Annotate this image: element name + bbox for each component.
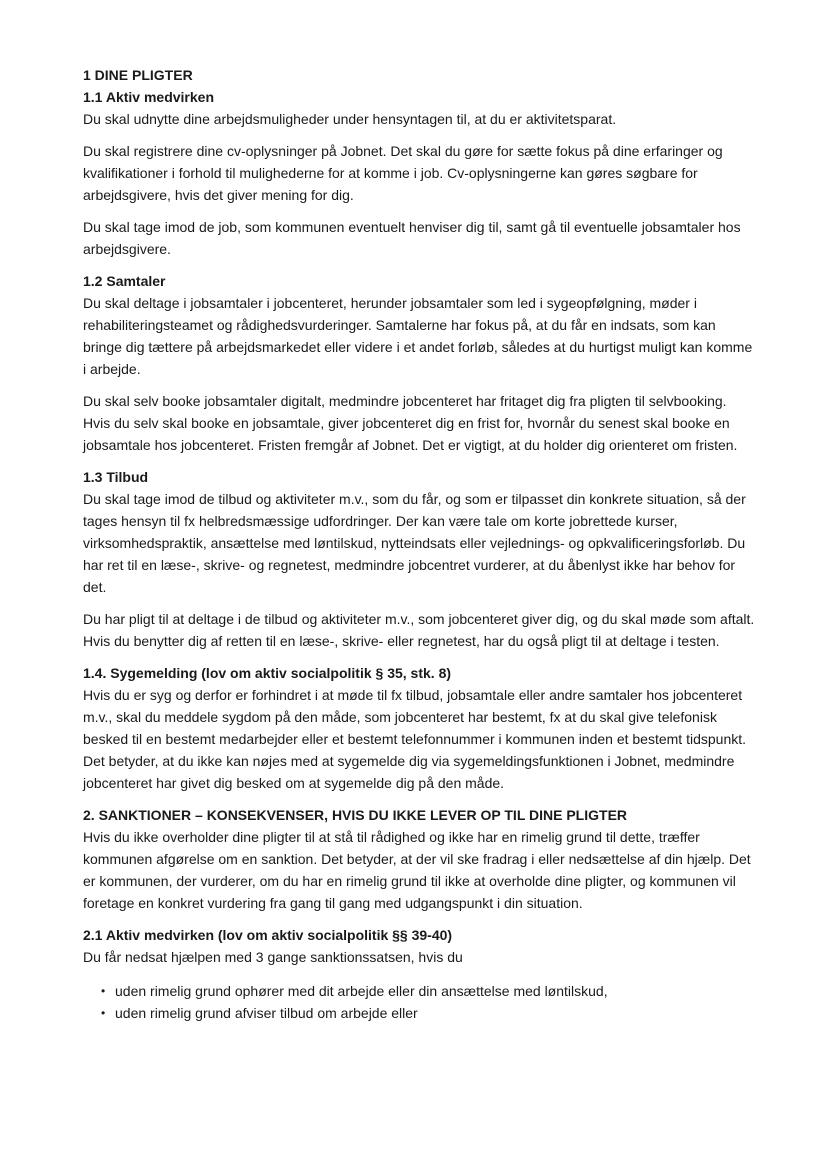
paragraph: Hvis du ikke overholder dine pligter til at stå til rådighed og ikke har en rimelig grund til dette, træffer kommunen afgørelse om en sanktion. Det betyder, at der vil ske fradrag i eller nedsættelse af din hjælp. Det er kommunen, der vurderer, om du har en rimelig grund til ikke at overholde dine pligter, og kommunen vil foretage en konkret vurdering fra gang til gang med udgangspunkt i din situation. bbox=[83, 829, 751, 911]
paragraph: Hvis du er syg og derfor er forhindret i at møde til fx tilbud, jobsamtale eller andre samtaler hos jobcenteret m.v., skal du meddele sygdom på den måde, som jobcenteret har bestemt, fx at du skal give telefonisk besked til en bestemt medarbejder eller et bestemt telefonnummer i kommunen inden et bestemt tidspunkt. Det betyder, at du ikke kan nøjes med at sygemelde dig via sygemeldingsfunktionen i Jobnet, medmindre jobcenteret har givet dig besked om at sygemelde dig på den måde. bbox=[83, 687, 747, 791]
section-heading: 1.3 Tilbud bbox=[83, 469, 149, 485]
section-heading: 1.4. Sygemelding (lov om aktiv socialpolitik § 35, stk. 8) bbox=[83, 665, 452, 681]
bullet-item: • uden rimelig grund ophører med dit arbejde eller din ansættelse med løntilskud, bbox=[101, 980, 756, 1002]
section-heading: 2.1 Aktiv medvirken (lov om aktiv socialpolitik §§ 39-40) bbox=[83, 927, 453, 943]
paragraph: Du har pligt til at deltage i de tilbud og aktiviteter m.v., som jobcenteret giver dig, og du skal møde som aftalt. Hvis du benytter dig af retten til en læse-, skrive- eller regnetest, har du også pligt til at deltage i testen. bbox=[83, 611, 755, 649]
paragraph: Du skal registrere dine cv-oplysninger på Jobnet. Det skal du gøre for sætte fokus på dine erfaringer og kvalifikationer i forhold til mulighederne for at komme i job. Cv-oplysningerne kan gøres søgbare for arbejdsgivere, hvis det giver mening for dig. bbox=[83, 143, 723, 203]
paragraph: Du skal tage imod de tilbud og aktiviteter m.v., som du får, og som er tilpasset din konkrete situation, så der tages hensyn til fx helbredsmæssige udfordringer. Der kan være tale om korte jobrettede kurser, virksomhedspraktik, ansættelse med løntilskud, nytteindsats eller vejlednings- og opkvalificeringsforløb. Du har ret til en læse-, skrive- og regnetest, medmindre jobcentret vurderer, at du åbenlyst ikke har behov for det. bbox=[83, 491, 746, 595]
bullet-item: • uden rimelig grund afviser tilbud om arbejde eller bbox=[101, 1002, 756, 1024]
section-heading: 2. SANKTIONER – KONSEKVENSER, HVIS DU IKKE LEVER OP TIL DINE PLIGTER bbox=[83, 807, 628, 823]
bullet-list bbox=[83, 980, 756, 1024]
paragraph: Du skal tage imod de job, som kommunen eventuelt henviser dig til, samt gå til eventuelle jobsamtaler hos arbejdsgivere. bbox=[83, 219, 741, 257]
paragraph: Du skal udnytte dine arbejdsmuligheder under hensyntagen til, at du er aktivitetsparat. bbox=[83, 111, 617, 127]
paragraph: Du skal deltage i jobsamtaler i jobcenteret, herunder jobsamtaler som led i sygeopfølgning, møder i rehabiliteringsteamet og rådighedsvurderinger. Samtalerne har fokus på, at du får en indsats, som kan bringe dig tættere på arbejdsmarkedet eller videre i et andet forløb, således at du hurtigst muligt kan komme i arbejde. bbox=[83, 295, 753, 377]
section-heading: 1.1 Aktiv medvirken bbox=[83, 89, 214, 105]
paragraph: Du skal selv booke jobsamtaler digitalt, medmindre jobcenteret har fritaget dig fra pligten til selvbooking. Hvis du selv skal booke en jobsamtale, giver jobcenteret dig en frist for, hvornår du senest skal booke en jobsamtale hos jobcenteret. Fristen fremgår af Jobnet. Det er vigtigt, at du holder dig orienteret om fristen. bbox=[83, 393, 738, 453]
section-heading: 1.2 Samtaler bbox=[83, 273, 166, 289]
section-heading: 1 DINE PLIGTER bbox=[83, 67, 193, 83]
paragraph: Du får nedsat hjælpen med 3 gange sanktionssatsen, hvis du bbox=[83, 949, 463, 965]
